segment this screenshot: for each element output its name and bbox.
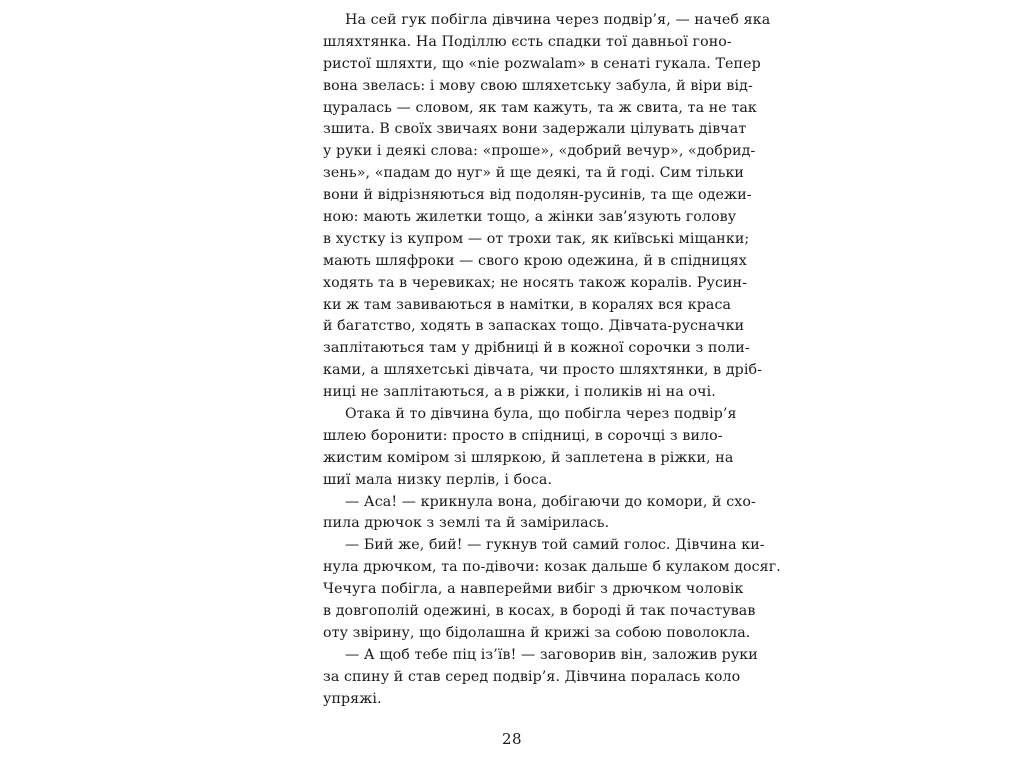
text-line: — А щоб тебе піц із’їв! — заговорив він, заложив руки — [345, 646, 758, 663]
text-line: Чечуга побігла, а навперейми вибіг з дрючком чоловік — [323, 581, 744, 598]
text-line: нула дрючком, та по-дівочи: козак дальше б кулаком досяг. — [323, 559, 781, 576]
text-line: мають шляфроки — свого крою одежина, й в спідницях — [323, 252, 747, 269]
text-line: упряжі. — [323, 690, 382, 707]
text-line: ками, а шляхетські дівчата, чи просто шляхтянки, в дріб- — [323, 362, 763, 379]
text-line: шлею боронити: просто в спідниці, в сорочці з вило- — [323, 427, 723, 444]
text-line: цуралась — словом, як там кажуть, та ж свита, та не так — [323, 99, 757, 116]
text-line: шляхтянка. На Поділлю єсть спадки тої давньої гоно- — [323, 33, 732, 50]
text-line: Отака й то дівчина була, що побігла через подвір’я — [345, 406, 737, 423]
text-line: На сей гук побігла дівчина через подвір’я, — начеб яка — [345, 12, 771, 28]
text-line: ходять та в черевиках; не носять також коралів. Русин- — [323, 274, 748, 291]
text-line: в довгополій одежині, в косах, в бороді й так почастував — [323, 603, 756, 620]
text-line: в хустку із купром — от трохи так, як київські міщанки; — [323, 230, 750, 247]
page-text — [323, 10, 781, 711]
text-line: ки ж там завиваються в намітки, в коралях вся краса — [323, 296, 732, 313]
text-line: жистим коміром зі шляркою, й заплетена в ріжки, на — [323, 449, 734, 466]
text-line: шиї мала низку перлів, і боса. — [323, 471, 553, 488]
text-line: — Бий же, бий! — гукнув той самий голос. Дівчина ки- — [345, 537, 765, 554]
text-line: у руки і деякі слова: «проше», «добрий вечур», «добрид- — [323, 143, 756, 160]
book-page — [323, 10, 781, 710]
text-line: оту звірину, що бідолашна й крижі за собою поволокла. — [323, 624, 751, 641]
text-line: — Аса! — крикнула вона, добігаючи до комори, й схо- — [345, 493, 756, 510]
text-line: й багатство, ходять в запасках тощо. Дівчата-русначки — [323, 318, 745, 335]
text-line: заплітаються там у дрібниці й в кожної сорочки з поли- — [323, 340, 750, 357]
page-number: 28 — [501, 730, 523, 748]
text-line: зшита. В своїх звичаях вони задержали цілувать дівчат — [323, 121, 747, 138]
text-line: зень», «падам до нуг» й ще деякі, та й годі. Сим тільки — [323, 165, 744, 182]
text-line: вона звелась: і мову свою шляхетську забула, й віри від- — [323, 77, 753, 94]
text-line: ристої шляхти, що «nie pozwalam» в сенаті гукала. Тепер — [323, 55, 761, 72]
text-line: ною: мають жилетки тощо, а жінки зав’язують голову — [323, 209, 737, 226]
text-line: пила дрючок з землі та й замірилась. — [323, 515, 610, 532]
text-line: ниці не заплітаються, а в ріжки, і поликів ні на очі. — [323, 384, 716, 401]
text-line: вони й відрізняються від подолян-русинів, та ще одежи- — [323, 187, 752, 204]
text-line: за спину й став серед подвір’я. Дівчина поралась коло — [323, 668, 741, 685]
